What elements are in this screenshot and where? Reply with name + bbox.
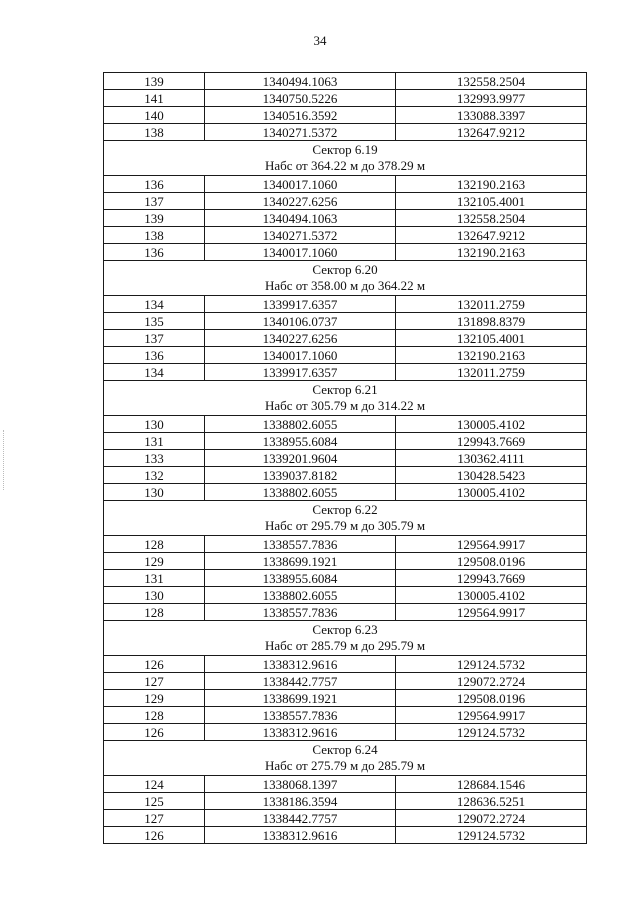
sector-header-row <box>104 501 587 536</box>
x-coordinate-cell: 1340017.1060 <box>205 244 396 261</box>
table-row <box>104 810 587 827</box>
y-coordinate-cell: 132190.2163 <box>396 176 587 193</box>
point-number-cell: 128 <box>104 604 205 621</box>
sector-height-range: Набс от 358.00 м до 364.22 м <box>264 278 426 293</box>
table-row <box>104 193 587 210</box>
table-row <box>104 107 587 124</box>
point-number-cell: 124 <box>104 776 205 793</box>
x-coordinate-cell: 1338557.7836 <box>205 536 396 553</box>
x-coordinate-cell: 1338699.1921 <box>205 690 396 707</box>
point-number-cell: 129 <box>104 553 205 570</box>
point-number-cell: 140 <box>104 107 205 124</box>
y-coordinate-cell: 130428.5423 <box>396 467 587 484</box>
y-coordinate-cell: 130362.4111 <box>396 450 587 467</box>
sector-height-range: Набс от 275.79 м до 285.79 м <box>264 758 426 773</box>
y-coordinate-cell: 132993.9977 <box>396 90 587 107</box>
table-row <box>104 604 587 621</box>
table-row <box>104 227 587 244</box>
sector-header-cell <box>104 141 587 176</box>
y-coordinate-cell: 130005.4102 <box>396 484 587 501</box>
table-row <box>104 656 587 673</box>
x-coordinate-cell: 1339037.8182 <box>205 467 396 484</box>
y-coordinate-cell: 130005.4102 <box>396 587 587 604</box>
y-coordinate-cell: 132190.2163 <box>396 244 587 261</box>
y-coordinate-cell: 129124.5732 <box>396 724 587 741</box>
x-coordinate-cell: 1340017.1060 <box>205 176 396 193</box>
table-row <box>104 467 587 484</box>
sector-title: Сектор 6.23 <box>312 622 378 637</box>
coordinates-table-body <box>104 73 587 844</box>
table-row <box>104 364 587 381</box>
x-coordinate-cell: 1338442.7757 <box>205 810 396 827</box>
table-row <box>104 73 587 90</box>
y-coordinate-cell: 129072.2724 <box>396 810 587 827</box>
x-coordinate-cell: 1340516.3592 <box>205 107 396 124</box>
table-row <box>104 347 587 364</box>
table-row <box>104 330 587 347</box>
point-number-cell: 126 <box>104 827 205 844</box>
sector-title: Сектор 6.22 <box>312 502 378 517</box>
x-coordinate-cell: 1338186.3594 <box>205 793 396 810</box>
point-number-cell: 141 <box>104 90 205 107</box>
point-number-cell: 127 <box>104 810 205 827</box>
x-coordinate-cell: 1340271.5372 <box>205 124 396 141</box>
x-coordinate-cell: 1340494.1063 <box>205 73 396 90</box>
point-number-cell: 139 <box>104 210 205 227</box>
table-row <box>104 793 587 810</box>
sector-header-cell <box>104 381 587 416</box>
point-number-cell: 129 <box>104 690 205 707</box>
y-coordinate-cell: 129124.5732 <box>396 656 587 673</box>
point-number-cell: 126 <box>104 724 205 741</box>
table-row <box>104 724 587 741</box>
x-coordinate-cell: 1340494.1063 <box>205 210 396 227</box>
point-number-cell: 137 <box>104 193 205 210</box>
sector-header-cell <box>104 501 587 536</box>
y-coordinate-cell: 131898.8379 <box>396 313 587 330</box>
y-coordinate-cell: 132105.4001 <box>396 330 587 347</box>
table-row <box>104 553 587 570</box>
point-number-cell: 136 <box>104 244 205 261</box>
point-number-cell: 130 <box>104 587 205 604</box>
sector-title: Сектор 6.19 <box>312 142 378 157</box>
point-number-cell: 135 <box>104 313 205 330</box>
sector-header-cell <box>104 261 587 296</box>
sector-header-row <box>104 261 587 296</box>
table-row <box>104 690 587 707</box>
table-row <box>104 707 587 724</box>
table-row <box>104 827 587 844</box>
table-row <box>104 776 587 793</box>
y-coordinate-cell: 128636.5251 <box>396 793 587 810</box>
table-row <box>104 536 587 553</box>
point-number-cell: 138 <box>104 124 205 141</box>
y-coordinate-cell: 129508.0196 <box>396 553 587 570</box>
table-row <box>104 244 587 261</box>
point-number-cell: 136 <box>104 176 205 193</box>
y-coordinate-cell: 129124.5732 <box>396 827 587 844</box>
sector-title: Сектор 6.24 <box>312 742 378 757</box>
x-coordinate-cell: 1338312.9616 <box>205 827 396 844</box>
point-number-cell: 131 <box>104 433 205 450</box>
y-coordinate-cell: 133088.3397 <box>396 107 587 124</box>
y-coordinate-cell: 132011.2759 <box>396 296 587 313</box>
x-coordinate-cell: 1338442.7757 <box>205 673 396 690</box>
point-number-cell: 137 <box>104 330 205 347</box>
table-row <box>104 433 587 450</box>
x-coordinate-cell: 1338557.7836 <box>205 604 396 621</box>
x-coordinate-cell: 1338557.7836 <box>205 707 396 724</box>
sector-header-row <box>104 381 587 416</box>
sector-header-row <box>104 741 587 776</box>
x-coordinate-cell: 1338955.6084 <box>205 433 396 450</box>
y-coordinate-cell: 129564.9917 <box>396 604 587 621</box>
y-coordinate-cell: 129508.0196 <box>396 690 587 707</box>
sector-height-range: Набс от 295.79 м до 305.79 м <box>264 518 426 533</box>
sector-height-range: Набс от 285.79 м до 295.79 м <box>264 638 426 653</box>
x-coordinate-cell: 1338312.9616 <box>205 656 396 673</box>
point-number-cell: 136 <box>104 347 205 364</box>
page-number: 34 <box>313 33 327 48</box>
y-coordinate-cell: 132190.2163 <box>396 347 587 364</box>
point-number-cell: 131 <box>104 570 205 587</box>
point-number-cell: 134 <box>104 364 205 381</box>
x-coordinate-cell: 1339917.6357 <box>205 364 396 381</box>
scan-margin-marks <box>3 430 6 490</box>
y-coordinate-cell: 129943.7669 <box>396 570 587 587</box>
y-coordinate-cell: 132558.2504 <box>396 73 587 90</box>
x-coordinate-cell: 1338068.1397 <box>205 776 396 793</box>
table-row <box>104 416 587 433</box>
x-coordinate-cell: 1340017.1060 <box>205 347 396 364</box>
table-row <box>104 484 587 501</box>
y-coordinate-cell: 132011.2759 <box>396 364 587 381</box>
x-coordinate-cell: 1338955.6084 <box>205 570 396 587</box>
x-coordinate-cell: 1340750.5226 <box>205 90 396 107</box>
point-number-cell: 126 <box>104 656 205 673</box>
sector-header-cell <box>104 741 587 776</box>
sector-height-range: Набс от 305.79 м до 314.22 м <box>264 398 426 413</box>
point-number-cell: 134 <box>104 296 205 313</box>
point-number-cell: 128 <box>104 536 205 553</box>
y-coordinate-cell: 132647.9212 <box>396 124 587 141</box>
y-coordinate-cell: 132647.9212 <box>396 227 587 244</box>
table-row <box>104 124 587 141</box>
point-number-cell: 138 <box>104 227 205 244</box>
sector-height-range: Набс от 364.22 м до 378.29 м <box>264 158 426 173</box>
point-number-cell: 127 <box>104 673 205 690</box>
x-coordinate-cell: 1339917.6357 <box>205 296 396 313</box>
table-row <box>104 176 587 193</box>
table-row <box>104 90 587 107</box>
y-coordinate-cell: 129564.9917 <box>396 536 587 553</box>
sector-title: Сектор 6.20 <box>312 262 378 277</box>
sector-title: Сектор 6.21 <box>312 382 378 397</box>
point-number-cell: 133 <box>104 450 205 467</box>
sector-header-row <box>104 141 587 176</box>
y-coordinate-cell: 132105.4001 <box>396 193 587 210</box>
point-number-cell: 130 <box>104 484 205 501</box>
y-coordinate-cell: 129072.2724 <box>396 673 587 690</box>
x-coordinate-cell: 1338802.6055 <box>205 416 396 433</box>
point-number-cell: 125 <box>104 793 205 810</box>
coordinates-table <box>103 72 587 844</box>
x-coordinate-cell: 1338699.1921 <box>205 553 396 570</box>
x-coordinate-cell: 1340227.6256 <box>205 193 396 210</box>
x-coordinate-cell: 1340106.0737 <box>205 313 396 330</box>
table-row <box>104 296 587 313</box>
table-row <box>104 450 587 467</box>
x-coordinate-cell: 1338802.6055 <box>205 587 396 604</box>
x-coordinate-cell: 1338312.9616 <box>205 724 396 741</box>
table-row <box>104 587 587 604</box>
point-number-cell: 130 <box>104 416 205 433</box>
table-row <box>104 570 587 587</box>
sector-header-cell <box>104 621 587 656</box>
y-coordinate-cell: 132558.2504 <box>396 210 587 227</box>
sector-header-row <box>104 621 587 656</box>
point-number-cell: 139 <box>104 73 205 90</box>
table-row <box>104 673 587 690</box>
point-number-cell: 132 <box>104 467 205 484</box>
y-coordinate-cell: 130005.4102 <box>396 416 587 433</box>
y-coordinate-cell: 128684.1546 <box>396 776 587 793</box>
table-row <box>104 210 587 227</box>
y-coordinate-cell: 129943.7669 <box>396 433 587 450</box>
x-coordinate-cell: 1339201.9604 <box>205 450 396 467</box>
x-coordinate-cell: 1340227.6256 <box>205 330 396 347</box>
y-coordinate-cell: 129564.9917 <box>396 707 587 724</box>
x-coordinate-cell: 1338802.6055 <box>205 484 396 501</box>
point-number-cell: 128 <box>104 707 205 724</box>
table-row <box>104 313 587 330</box>
x-coordinate-cell: 1340271.5372 <box>205 227 396 244</box>
